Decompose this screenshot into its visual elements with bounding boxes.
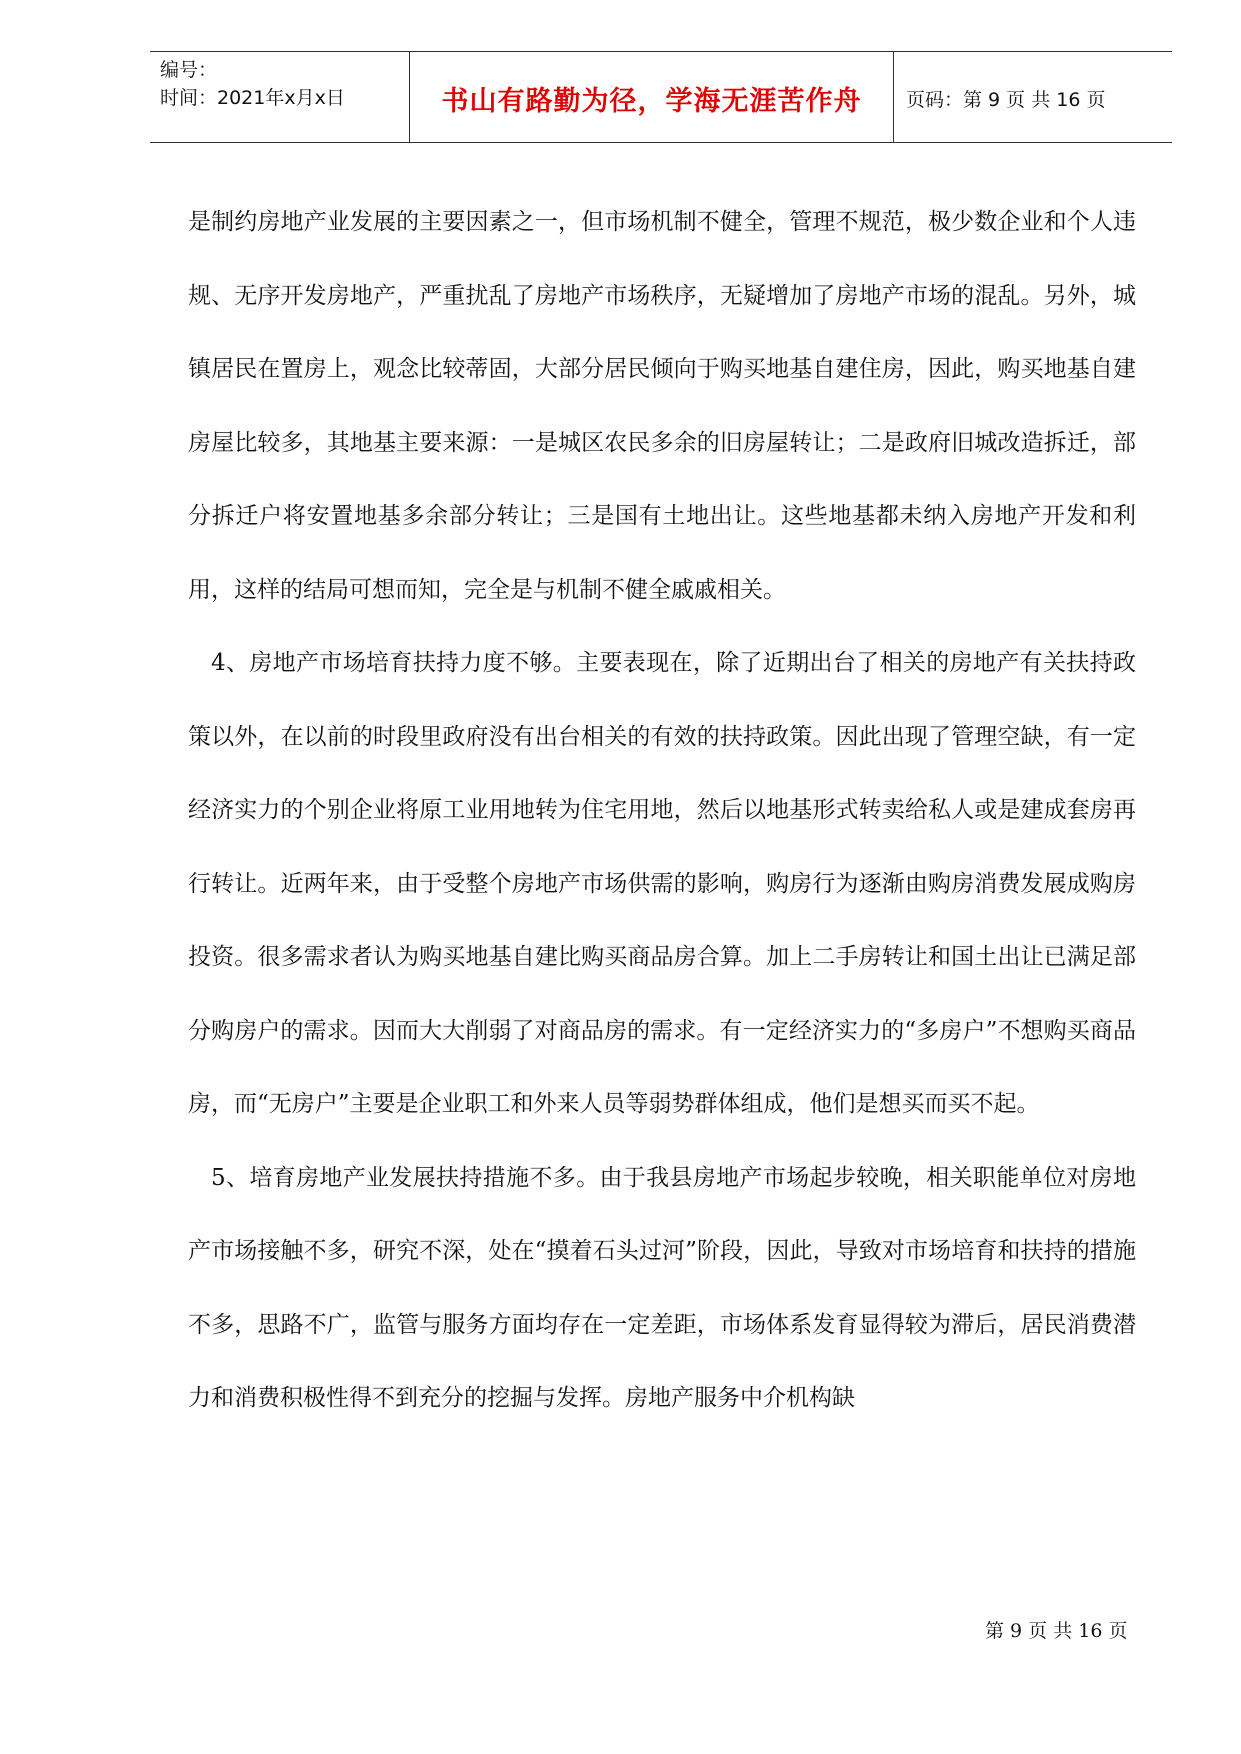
- header-meta: [160, 56, 410, 112]
- body-paragraph: 5、培育房地产业发展扶持措施不多。由于我县房地产市场起步较晚，相关职能单位对房地产市场接触不多，研究不深，处在“摸着石头过河”阶段，因此，导致对市场培育和扶持的措施不多，思路不广，监管与服务方面均存在一定差距，市场体系发育显得较为滞后，居民消费潜力和消费积极性得不到充分的挖掘与发挥。房地产服务中介机构缺: [188, 1164, 1136, 1411]
- page-header: [150, 51, 1172, 143]
- header-divider: [893, 52, 894, 142]
- header-motto: 书山有路勤为径，学海无涯苦作舟: [441, 85, 862, 117]
- document-body: [188, 186, 1136, 1436]
- page-footer: 第 9 页 共 16 页: [985, 1620, 1128, 1642]
- header-page-info: 页码：第 9 页 共 16 页: [906, 88, 1106, 111]
- body-paragraph: 是制约房地产业发展的主要因素之一，但市场机制不健全，管理不规范，极少数企业和个人违规、无序开发房地产，严重扰乱了房地产市场秩序，无疑增加了房地产市场的混乱。另外，城镇居民在置房上，观念比较蒂固，大部分居民倾向于购买地基自建住房，因此，购买地基自建房屋比较多，其地基主要来源：一是城区农民多余的旧房屋转让；二是政府旧城改造拆迁，部分拆迁户将安置地基多余部分转让；三是国有土地出让。这些地基都未纳入房地产开发和利用，这样的结局可想而知，完全是与机制不健全戚戚相关。: [188, 209, 1136, 603]
- body-paragraph: 4、房地产市场培育扶持力度不够。主要表现在，除了近期出台了相关的房地产有关扶持政策以外，在以前的时段里政府没有出台相关的有效的扶持政策。因此出现了管理空缺，有一定经济实力的个别企业将原工业用地转为住宅用地，然后以地基形式转卖给私人或是建成套房再行转让。近两年来，由于受整个房地产市场供需的影响，购房行为逐渐由购房消费发展成购房投资。很多需求者认为购买地基自建比购买商品房合算。加上二手房转让和国土出让已满足部分购房户的需求。因而大大削弱了对商品房的需求。有一定经济实力的“多房户”不想购买商品房，而“无房户”主要是企业职工和外来人员等弱势群体组成，他们是想买而买不起。: [188, 650, 1136, 1117]
- document-time-label: 时间：2021年x月x日: [160, 87, 345, 109]
- document-number-label: 编号：: [160, 59, 218, 81]
